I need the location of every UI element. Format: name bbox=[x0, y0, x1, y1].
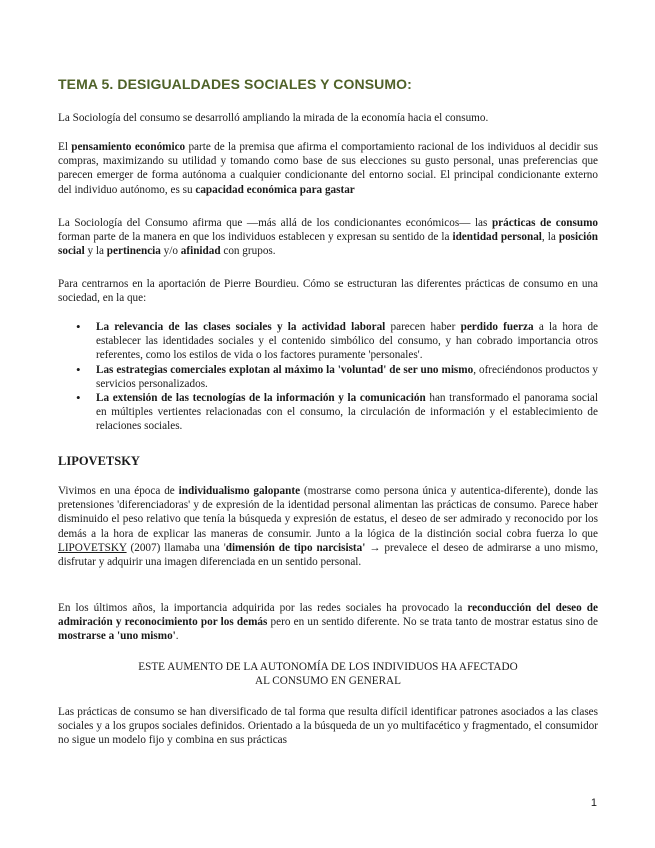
bold-term: dimensión de tipo narcisista' bbox=[225, 541, 366, 554]
list-item: • Las estrategias comerciales explotan al máximo la 'voluntad' de ser uno mismo, ofreciéndonos productos y servicios personalizados. bbox=[96, 363, 598, 391]
paragraph-intro: La Sociología del consumo se desarrolló ampliando la mirada de la economía hacia el consumo. bbox=[58, 112, 489, 124]
bold-term: individualismo galopante bbox=[178, 485, 301, 497]
page-number: 1 bbox=[590, 797, 597, 809]
bold-term: capacidad económica para gastar bbox=[195, 183, 355, 196]
paragraph-pensamiento-economico: El pensamiento económico parte de la premisa que afirma el comportamiento racional de los individuos al decidir sus compras, maximizando su utilidad y tomando como base de sus elecciones su gusto personal, unas preferencias que parecen emerger de forma autónoma a cualquier condicionante del entorno social. El principal condicionante externo del individuo autónomo, es su capacidad económica para gastar bbox=[58, 141, 598, 196]
bold-term: pertinencia bbox=[106, 245, 161, 258]
caps-heading: ESTE AUMENTO DE LA AUTONOMÍA DE LOS INDIVIDUOS HA AFECTADO AL CONSUMO EN GENERAL bbox=[138, 661, 518, 688]
bold-term: reconducción del deseo de admiración y reconocimiento por los demás bbox=[58, 602, 598, 629]
page-title: TEMA 5. DESIGUALDADES SOCIALES Y CONSUMO: bbox=[58, 76, 412, 92]
section-heading: LIPOVETSKY bbox=[58, 454, 140, 468]
paragraph-practicas: Las prácticas de consumo se han diversificado de tal forma que resulta difícil identificar patrones asociados a las clases sociales y a los grupos sociales definidos. Orientado a la búsqueda de un yo multifacético y fragmentado, el consumidor no sigue un modelo fijo y combina en sus prácticas bbox=[58, 706, 598, 747]
paragraph-redes-sociales: En los últimos años, la importancia adquirida por las redes sociales ha provocado la reconducción del deseo de admiración y reconocimiento por los demás pero en un sentido diferente. No se trata tanto de mostrar estatus sino de mostrarse a 'uno mismo'. bbox=[58, 602, 598, 643]
paragraph-lipovetsky: Vivimos en una época de individualismo galopante (mostrarse como persona única y autentica-diferente), donde las pretensiones 'diferenciadoras' y de expresión de la identidad personal alimentan las prácticas de consumo. Parece haber disminuido el peso relativo que tenía la búsqueda y expresión de estatus, el deseo de ser admirado y reconocido por los demás a la hora de explicar las maneras de consumir. Junto a la lógica de la distinción social cobra fuerza lo que LIPOVETSKY (2007) llamaba una 'dimensión de tipo narcisista' → prevalece el deseo de admirarse a uno mismo, disfrutar y adquirir una imagen diferenciada en un sentido personal. bbox=[58, 485, 598, 569]
list-item: • La extensión de las tecnologías de la información y la comunicación han transformado el panorama social en múltiples vertientes relacionadas con el consumo, la circulación de información y el establecimiento de relaciones sociales. bbox=[96, 391, 598, 434]
bold-term: pensamiento económico bbox=[71, 141, 186, 153]
bold-term: mostrarse a 'uno mismo' bbox=[58, 630, 176, 643]
author-link: LIPOVETSKY bbox=[58, 541, 127, 554]
bold-term: identidad personal bbox=[452, 231, 542, 244]
bold-term: posición social bbox=[58, 231, 599, 258]
bullet-list bbox=[58, 320, 598, 434]
bold-term: afinidad bbox=[180, 245, 221, 258]
paragraph-sociologia-consumo: La Sociología del Consumo afirma que —más allá de los condicionantes económicos— las prácticas de consumo forman parte de la manera en que los individuos establecen y expresan su sentido de la identidad personal, la posición social y la pertinencia y/o afinidad con grupos. bbox=[58, 217, 599, 258]
bold-term: prácticas de consumo bbox=[491, 217, 599, 229]
list-item: • La relevancia de las clases sociales y la actividad laboral parecen haber perdido fuerza a la hora de establecer las identidades sociales y el contenido simbólico del consumo, y han cobrado importancia otros referentes, como los estilos de vida o los factores puramente 'personales'. bbox=[96, 320, 598, 363]
paragraph-bourdieu: Para centrarnos en la aportación de Pierre Bourdieu. Cómo se estructuran las diferentes prácticas de consumo en una sociedad, en la que: bbox=[58, 278, 598, 305]
